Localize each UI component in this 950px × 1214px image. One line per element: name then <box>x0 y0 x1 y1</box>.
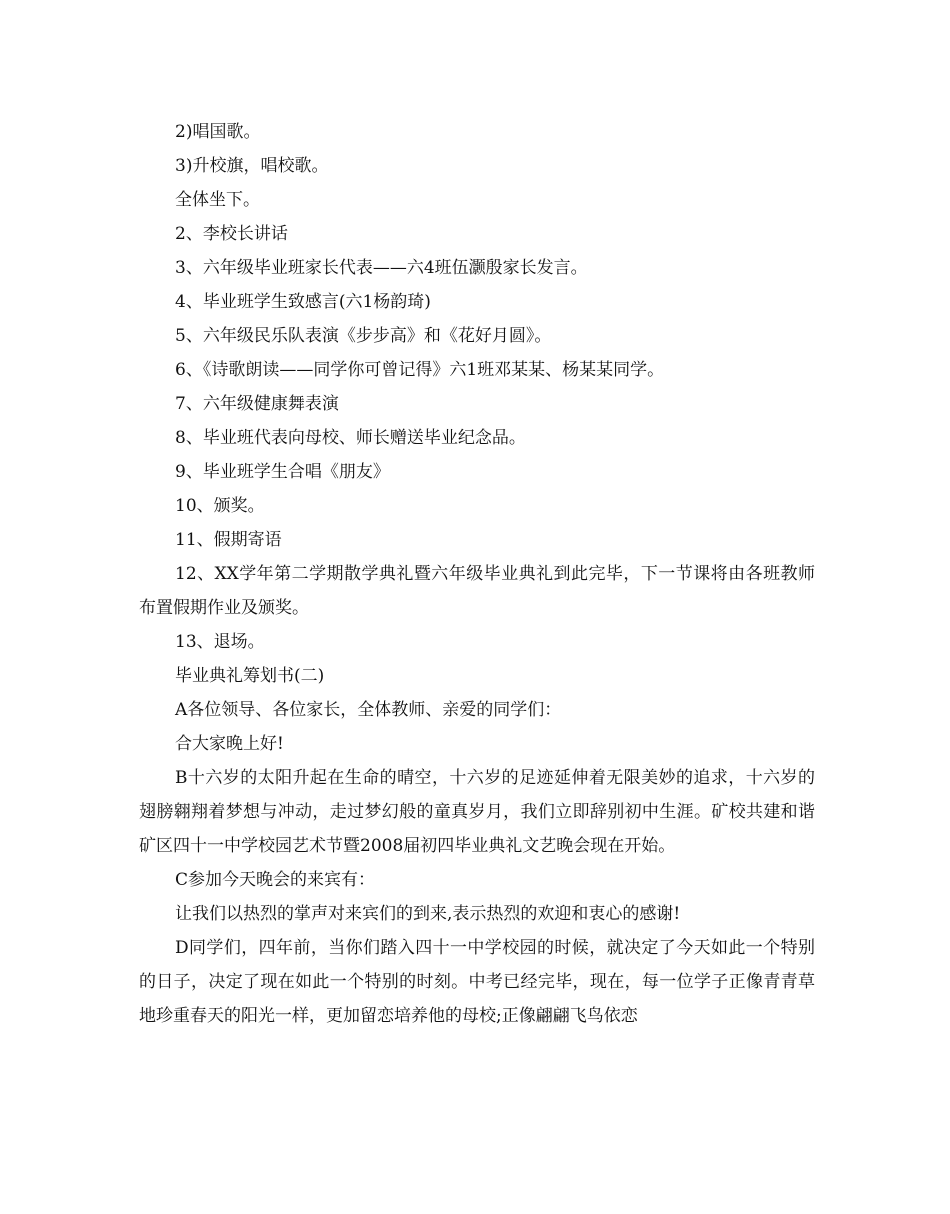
paragraph: C参加今天晚会的来宾有： <box>175 870 376 890</box>
paragraph: 让我们以热烈的掌声对来宾们的到来,表示热烈的欢迎和衷心的感谢! <box>175 904 681 924</box>
paragraph: A各位领导、各位家长，全体教师、亲爱的同学们： <box>175 700 562 720</box>
paragraph: B十六岁的太阳升起在生命的晴空，十六岁的足迹延伸着无限美妙的追求，十六岁的翅膀翱翔着梦想与冲动，走过梦幻般的童真岁月，我们立即辞别初中生涯。矿校共建和谐矿区四十一中学校园艺术节暨2008届初四毕业典礼文艺晚会现在开始。 <box>139 768 815 856</box>
paragraph: 7、六年级健康舞表演 <box>175 394 339 414</box>
paragraph: 5、六年级民乐队表演《步步高》和《花好月圆》。 <box>175 326 552 346</box>
paragraph: 4、毕业班学生致感言(六1杨韵琦) <box>175 292 431 312</box>
paragraph: 6、《诗歌朗读——同学你可曾记得》六1班邓某某、杨某某同学。 <box>175 360 665 380</box>
paragraph: 8、毕业班代表向母校、师长赠送毕业纪念品。 <box>175 428 526 448</box>
section-heading: 毕业典礼筹划书(二) <box>175 666 325 686</box>
paragraph: 12、XX学年第二学期散学典礼暨六年级毕业典礼到此完毕，下一节课将由各班教师布置假期作业及颁奖。 <box>139 564 815 618</box>
paragraph: 9、毕业班学生合唱《朋友》 <box>175 462 390 482</box>
paragraph: 2、李校长讲话 <box>175 224 288 244</box>
document-body <box>139 115 815 1033</box>
paragraph: 3、六年级毕业班家长代表——六4班伍灏殷家长发言。 <box>175 258 588 278</box>
paragraph: D同学们，四年前，当你们踏入四十一中学校园的时候，就决定了今天如此一个特别的日子，决定了现在如此一个特别的时刻。中考已经完毕，现在，每一位学子正像青青草地珍重春天的阳光一样，更加留恋培养他的母校;正像翩翩飞鸟依恋 <box>139 938 815 1026</box>
paragraph: 2)唱国歌。 <box>175 122 261 142</box>
paragraph: 11、假期寄语 <box>175 530 282 550</box>
paragraph: 3)升校旗，唱校歌。 <box>175 156 329 176</box>
paragraph: 13、退场。 <box>175 632 265 652</box>
paragraph: 合大家晚上好! <box>175 734 284 754</box>
paragraph: 10、颁奖。 <box>175 496 265 516</box>
paragraph: 全体坐下。 <box>175 190 260 210</box>
